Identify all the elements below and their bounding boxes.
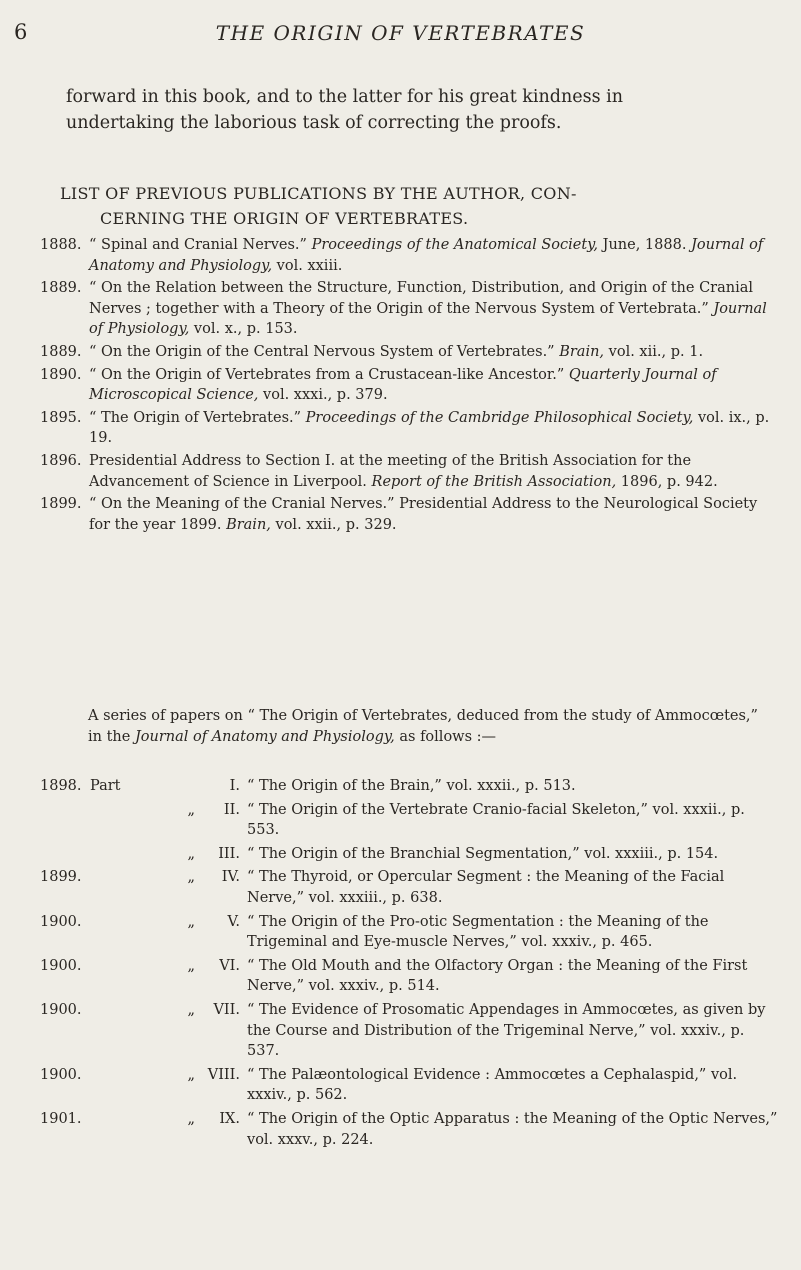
part-numeral: VIII. [207,1066,240,1083]
publication-entry [40,365,770,406]
list-heading-line-1: LIST OF PREVIOUS PUBLICATIONS BY THE AUTHOR, CON- [60,184,577,203]
publication-list [40,235,770,537]
intro-line-2: undertaking the laborious task of correcting the proofs. [66,113,562,133]
part-year: 1900. [40,1066,82,1083]
running-title: THE ORIGIN OF VERTEBRATES [215,21,586,45]
part-year: 1901. [40,1110,82,1127]
part-numeral: IX. [219,1110,240,1127]
publication-text: Presidential Address to Section I. at the meeting of the British Association for the Advancement of Science in Liverpool. [89,452,692,490]
publication-text: vol. xxiii. [272,257,343,274]
part-title: “ The Origin of the Brain,” vol. xxxii., p. 513. [247,778,576,794]
part-year: 1900. [40,957,82,974]
publication-year: 1889. [40,343,82,360]
publication-entry [40,278,770,340]
ditto-mark: „ [187,1110,195,1127]
publication-text: “ On the Origin of the Central Nervous System of Vertebrates.” [89,343,560,360]
publication-journal: Proceedings of the Cambridge Philosophical Society, [305,409,694,426]
page-header [0,20,801,50]
part-title: “ The Evidence of Prosomatic Appendages in Ammocœtes, as given by the Course and Distribution of the Trigeminal Nerve,” vol. xxxiv., p. 537. [247,1001,766,1060]
publication-entry [40,235,770,276]
part-numeral: V. [227,913,240,930]
part-entry [40,1000,780,1062]
ditto-mark: „ [187,913,195,930]
part-label: Part [90,778,121,794]
part-title: “ The Origin of the Branchial Segmentation,” vol. xxxiii., p. 154. [247,845,719,862]
publication-entry [40,342,770,363]
part-title: “ The Old Mouth and the Olfactory Organ : the Meaning of the First Nerve,” vol. xxxiv., p. 514. [247,957,748,995]
part-numeral: VII. [213,1001,240,1018]
part-entry [40,912,780,953]
part-entry [40,776,780,797]
publication-entry [40,408,770,449]
series-journal: Journal of Anatomy and Physiology, [134,728,395,745]
part-entry [40,867,780,908]
publication-journal: Proceedings of the Anatomical Society, [311,237,599,253]
publication-journal: Journal of Physiology, [89,300,767,338]
publication-year: 1896. [40,452,82,469]
part-entry [40,800,780,841]
part-year: 1900. [40,913,82,930]
publication-text: vol. x., p. 153. [189,321,298,338]
ditto-mark: „ [187,869,195,886]
ditto-mark: „ [187,957,195,974]
part-title: “ The Origin of the Pro-otic Segmentation : the Meaning of the Trigeminal and Eye-muscle Nerves,” vol. xxxiv., p. 465. [247,913,709,951]
ditto-mark: „ [187,801,195,818]
part-title: “ The Thyroid, or Opercular Segment : the Meaning of the Facial Nerve,” vol. xxxiii., p. 638. [247,869,725,906]
publication-journal: Brain, [559,343,605,360]
publication-text: “ On the Relation between the Structure, Function, Distribution, and Origin of the Cranial Nerves ; together with a Theory of the Origin of the Nervous System of Vertebrata.” [89,280,754,317]
publication-year: 1888. [40,237,82,253]
series-paragraph [88,706,768,747]
publication-journal: Journal of Anatomy and Physiology, [89,237,764,274]
part-title: “ The Origin of the Vertebrate Cranio-facial Skeleton,” vol. xxxii., p. 553. [247,801,745,839]
part-entry [40,844,780,865]
publication-year: 1899. [40,496,82,513]
series-text: as follows :— [394,728,497,745]
list-heading [60,181,760,231]
part-title: “ The Palæontological Evidence : Ammocœtes a Cephalaspid,” vol. xxxiv., p. 562. [247,1066,738,1104]
part-entry [40,1065,780,1106]
page-number: 6 [14,20,28,44]
part-year: 1900. [40,1001,82,1018]
publication-year: 1890. [40,366,82,383]
publication-text: “ Spinal and Cranial Nerves.” [89,237,312,253]
part-entry [40,956,780,997]
ditto-mark: „ [187,845,195,862]
intro-line-1: forward in this book, and to the latter for his great kindness in [66,87,624,107]
publication-text: vol. ix., p. 19. [89,409,770,447]
part-numeral: I. [229,778,240,794]
publication-text: vol. xxii., p. 329. [270,516,397,533]
part-numeral: III. [218,845,240,862]
publication-text: June, 1888. [598,237,692,253]
part-numeral: IV. [221,869,240,886]
publication-journal: Quarterly Journal of Microscopical Science, [89,366,717,404]
part-year: 1898. [40,778,82,794]
publication-text: “ On the Meaning of the Cranial Nerves.” Presidential Address to the Neurological Society for the year 1899. [89,496,758,533]
publication-entry [40,451,770,492]
publication-year: 1895. [40,409,82,426]
list-heading-line-2: CERNING THE ORIGIN OF VERTEBRATES. [100,209,469,228]
publication-text: “ The Origin of Vertebrates.” [89,409,306,426]
parts-list [40,776,780,1153]
intro-paragraph [66,84,756,136]
publication-journal: Brain, [226,516,271,533]
publication-text: vol. xxxi., p. 379. [258,387,388,404]
publication-text: “ On the Origin of Vertebrates from a Crustacean-like Ancestor.” [89,366,569,383]
publication-year: 1889. [40,280,82,297]
series-text: A series of papers on “ The Origin of Vertebrates, deduced from the study of Ammocœtes,” in the [88,708,758,745]
publication-journal: Report of the British Association, [371,473,617,490]
publication-text: 1896, p. 942. [616,473,718,490]
publication-text: vol. xii., p. 1. [604,343,704,360]
part-entry [40,1109,780,1150]
publication-entry [40,494,770,535]
ditto-mark: „ [187,1066,195,1083]
ditto-mark: „ [187,1001,195,1018]
part-title: “ The Origin of the Optic Apparatus : the Meaning of the Optic Nerves,” vol. xxxv., p. 224. [247,1110,778,1148]
part-year: 1899. [40,869,82,886]
part-numeral: VI. [219,957,240,974]
part-numeral: II. [223,801,240,818]
